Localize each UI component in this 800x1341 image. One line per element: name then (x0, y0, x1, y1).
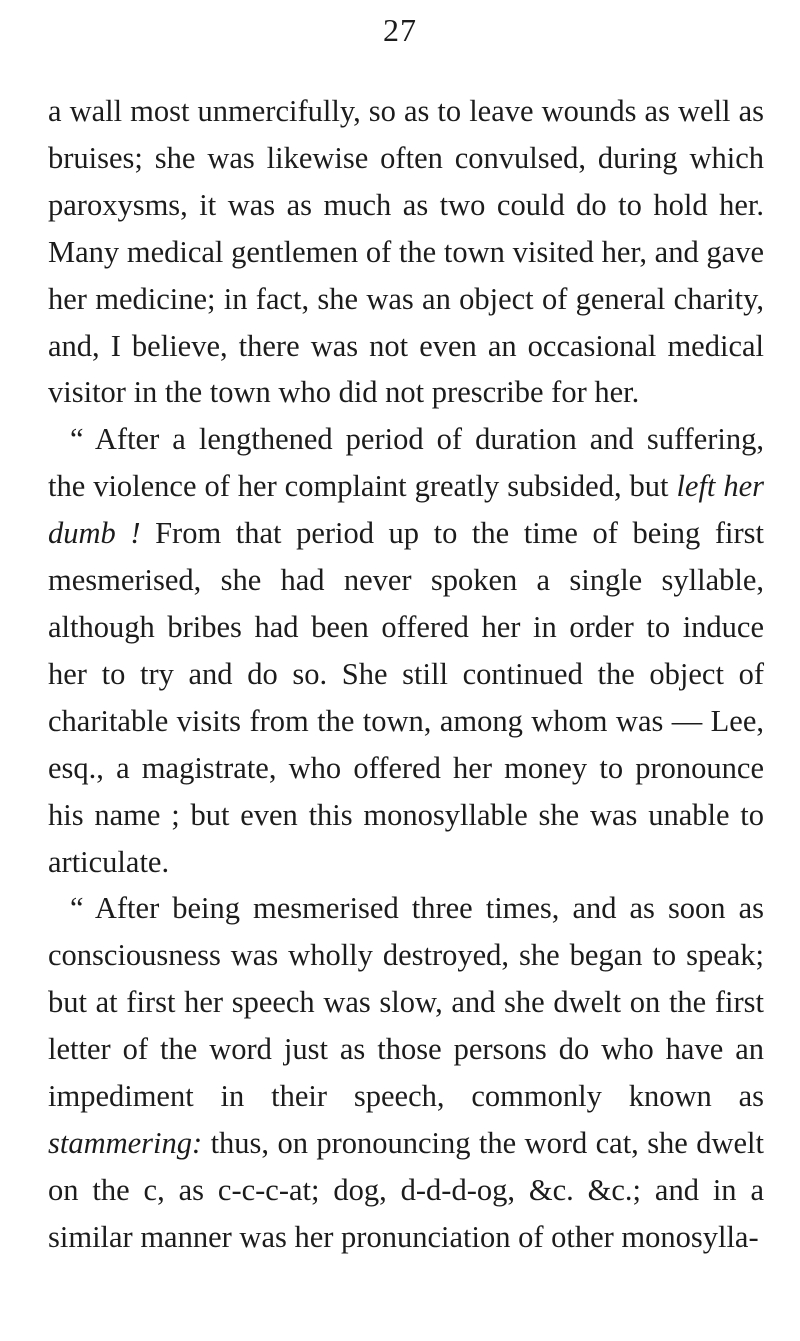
paragraph-dumb (48, 416, 764, 885)
page-number: 27 (383, 12, 417, 48)
paragraph-text: thus, on pronouncing the word cat, she dwelt on the c, as c-c-c-at; dog, d-d-d-og, &c. &c.; and in a similar manner was her pronunciation of other monosylla- (48, 1125, 764, 1254)
paragraph-text: From that period up to the time of being first mesmerised, she had never spoken a single syllable, although bribes had been offered her in order to induce her to try and do so. She still continued the object of charitable visits from the town, among whom was — Lee, esq., a magistrate, who offered her money to pronounce his name ; but even this monosyllable she was unable to articulate. (48, 516, 764, 879)
paragraph-speech (48, 885, 764, 1260)
paragraph-continued: a wall most unmercifully, so as to leave wounds as well as bruises; she was likewise often convulsed, during which paroxysms, it was as much as two could do to hold her. Many medical gentlemen of the town visited her, and gave her medicine; in fact, she was an object of general charity, and, I believe, there was not even an occasional medical visitor in the town who did not prescribe for her. (48, 94, 764, 410)
paragraph-text: “ After being mesmerised three times, and as soon as consciousness was wholly destroyed, she began to speak; but at first her speech was slow, and she dwelt on the first letter of the word just as those persons do who have an impediment in their speech, commonly known as (48, 891, 764, 1114)
italic-phrase: stammering: (48, 1125, 203, 1160)
paragraph-text: “ After a lengthened period of duration and suffering, the violence of her complaint greatly subsided, but (48, 422, 764, 504)
body-text (48, 88, 764, 1261)
italic-phrase: left her dumb ! (48, 469, 764, 551)
